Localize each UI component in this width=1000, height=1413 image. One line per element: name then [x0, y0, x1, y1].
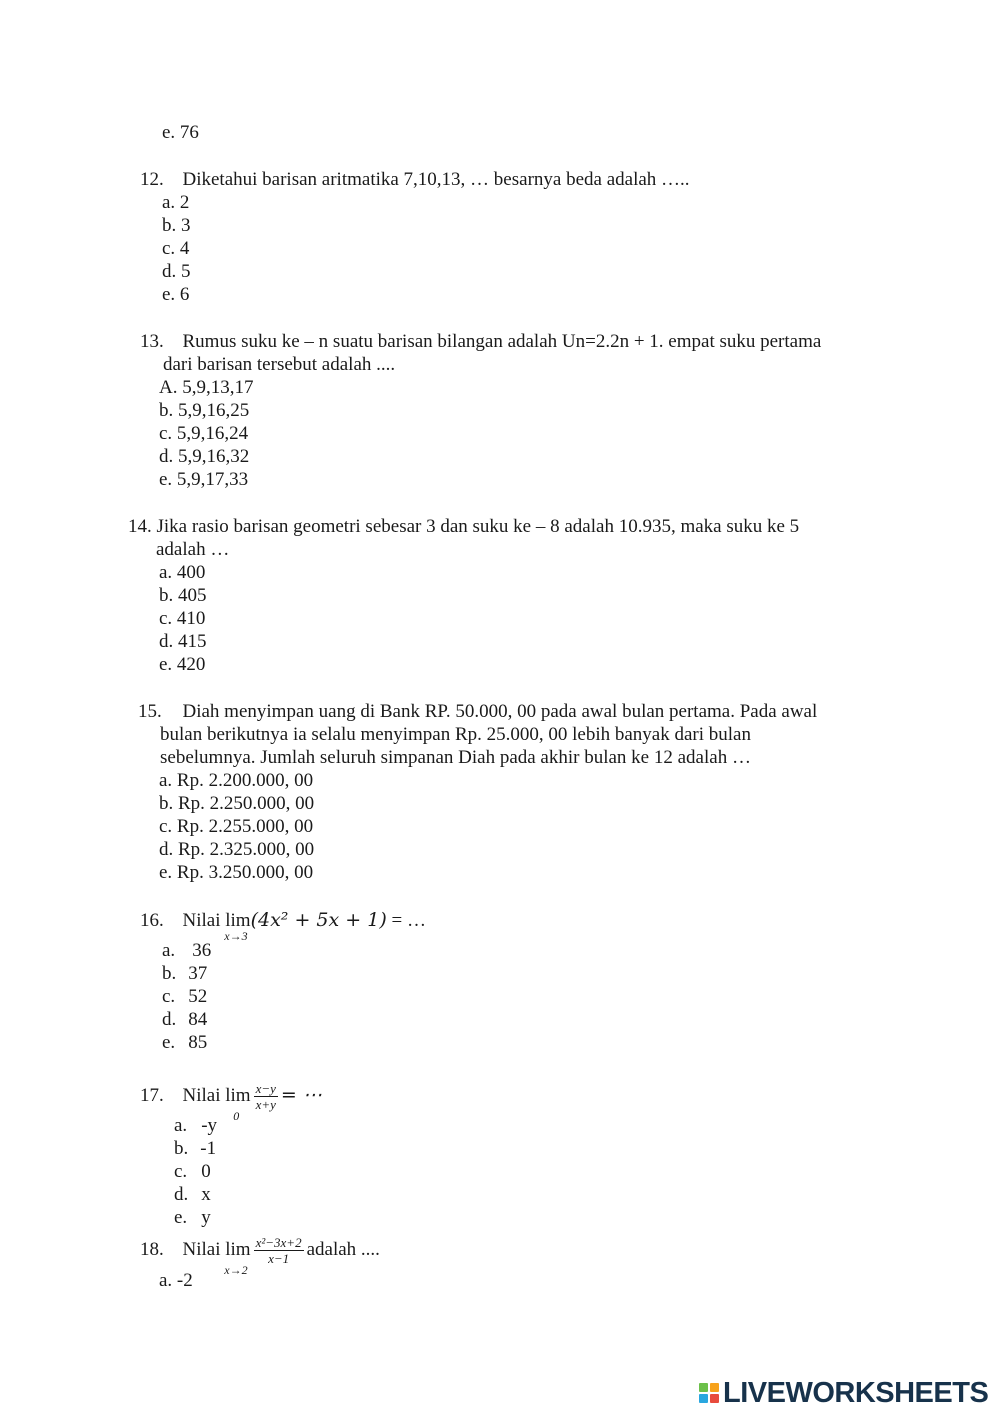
question-15-text-line2: bulan berikutnya ia selalu menyimpan Rp. 25.000, 00 lebih banyak dari bulan	[160, 724, 751, 745]
logo-square-blue	[699, 1394, 708, 1403]
option-value: x	[201, 1184, 211, 1205]
question-17-option-c[interactable]	[174, 1161, 211, 1183]
question-16-expression: (4x² + 5x + 1)	[250, 909, 387, 931]
question-18-prefix: Nilai	[182, 1239, 221, 1260]
question-12-option-b[interactable]: b. 3	[162, 215, 191, 236]
question-12-option-c[interactable]: c. 4	[162, 238, 190, 259]
liveworksheets-logo-icon	[699, 1383, 719, 1403]
option-value: 37	[188, 963, 208, 984]
question-16-option-c[interactable]	[162, 986, 207, 1008]
question-12-option-d[interactable]: d. 5	[162, 261, 191, 282]
fraction-denominator: x+y	[255, 1097, 276, 1113]
question-18	[140, 1235, 380, 1277]
question-18-lim	[224, 1235, 251, 1277]
option-value: 84	[188, 1009, 208, 1030]
logo-square-green	[699, 1383, 708, 1392]
question-13-number: 13.	[140, 331, 164, 352]
question-15-option-e[interactable]: e. Rp. 3.250.000, 00	[159, 862, 314, 883]
option-letter: c.	[174, 1161, 188, 1182]
question-17-number: 17.	[140, 1085, 164, 1106]
question-15-option-c[interactable]: c. Rp. 2.255.000, 00	[159, 816, 314, 837]
option-value: -y	[201, 1115, 218, 1136]
question-12-text: Diketahui barisan aritmatika 7,10,13, … besarnya beda adalah …..	[182, 169, 690, 190]
question-18-number: 18.	[140, 1239, 164, 1260]
question-17-prefix: Nilai	[182, 1085, 221, 1106]
question-15-text-line1: Diah menyimpan uang di Bank RP. 50.000, 00 pada awal bulan pertama. Pada awal	[182, 701, 818, 722]
question-16-suffix: = …	[386, 910, 426, 931]
question-17-option-e[interactable]	[174, 1207, 211, 1229]
option-value: 0	[201, 1161, 211, 1182]
question-18-fraction	[254, 1235, 304, 1266]
question-14-text-line1: 14. Jika rasio barisan geometri sebesar 3 dan suku ke – 8 adalah 10.935, maka suku ke 5	[128, 516, 800, 537]
question-12-option-e[interactable]: e. 6	[162, 284, 190, 305]
option-value: 85	[188, 1032, 208, 1053]
question-16-option-d[interactable]	[162, 1009, 207, 1031]
question-18-lim-sub: x→2	[224, 1263, 248, 1277]
question-15-option-d[interactable]: d. Rp. 2.325.000, 00	[159, 839, 315, 860]
option-letter: a.	[174, 1115, 188, 1136]
option-letter: c.	[162, 986, 176, 1007]
question-13-option-d[interactable]: d. 5,9,16,32	[159, 446, 250, 467]
question-15-text-line3: sebelumnya. Jumlah seluruh simpanan Diah pada akhir bulan ke 12 adalah …	[160, 747, 751, 768]
question-16-lim-word: lim	[225, 910, 251, 931]
question-17-option-a[interactable]	[174, 1115, 217, 1137]
question-17-option-b[interactable]	[174, 1138, 216, 1160]
question-14-text-line2: adalah …	[156, 539, 230, 560]
question-12	[140, 169, 690, 191]
question-12-number: 12.	[140, 169, 164, 190]
question-17-lim-word: lim	[225, 1085, 251, 1106]
question-13-option-b[interactable]: b. 5,9,16,25	[159, 400, 250, 421]
q11-option-e: e. 76	[162, 122, 199, 143]
question-15-option-a[interactable]: a. Rp. 2.200.000, 00	[159, 770, 314, 791]
fraction-numerator: x−y	[255, 1081, 276, 1097]
question-17-lim-sub: 0	[233, 1109, 240, 1123]
question-16-lim	[224, 910, 251, 943]
option-value: 36	[192, 940, 212, 961]
question-14-option-e[interactable]: e. 420	[159, 654, 206, 675]
logo-square-orange	[710, 1383, 719, 1392]
question-16	[140, 909, 426, 943]
question-15-option-b[interactable]: b. Rp. 2.250.000, 00	[159, 793, 315, 814]
question-16-number: 16.	[140, 910, 164, 931]
question-17	[140, 1080, 322, 1123]
question-15	[138, 701, 817, 723]
question-18-option-a[interactable]: a. -2	[159, 1270, 193, 1291]
option-letter: b.	[174, 1138, 189, 1159]
question-16-prefix: Nilai	[182, 910, 221, 931]
question-17-suffix: = ⋯	[280, 1084, 322, 1106]
question-13-option-c[interactable]: c. 5,9,16,24	[159, 423, 249, 444]
option-value: 52	[188, 986, 208, 1007]
option-value: -1	[200, 1138, 217, 1159]
logo-square-red	[710, 1394, 719, 1403]
question-13-text-line2: dari barisan tersebut adalah ....	[163, 354, 396, 375]
question-17-option-d[interactable]	[174, 1184, 211, 1206]
question-18-suffix: adalah ....	[306, 1239, 380, 1260]
question-13	[140, 331, 821, 353]
liveworksheets-logo	[699, 1378, 988, 1408]
question-12-option-a[interactable]: a. 2	[162, 192, 190, 213]
question-15-number: 15.	[138, 701, 162, 722]
option-letter: a.	[162, 940, 176, 961]
question-16-option-e[interactable]	[162, 1032, 207, 1054]
question-17-lim	[225, 1081, 251, 1123]
question-17-fraction	[254, 1081, 278, 1112]
fraction-numerator: x²−3x+2	[255, 1235, 302, 1251]
option-letter: e.	[162, 1032, 176, 1053]
option-letter: d.	[174, 1184, 189, 1205]
question-16-lim-sub: x→3	[224, 929, 248, 943]
question-16-option-b[interactable]	[162, 963, 207, 985]
option-letter: b.	[162, 963, 177, 984]
question-14-option-a[interactable]: a. 400	[159, 562, 206, 583]
question-14-option-c[interactable]: c. 410	[159, 608, 206, 629]
fraction-denominator: x−1	[268, 1251, 290, 1267]
option-letter: e.	[174, 1207, 188, 1228]
question-16-option-a[interactable]	[162, 940, 211, 962]
liveworksheets-logo-text: LIVEWORKSHEETS	[723, 1376, 989, 1409]
question-13-text-line1: Rumus suku ke – n suatu barisan bilangan adalah Un=2.2n + 1. empat suku pertama	[182, 331, 822, 352]
question-13-option-e[interactable]: e. 5,9,17,33	[159, 469, 249, 490]
question-14-option-b[interactable]: b. 405	[159, 585, 207, 606]
question-13-option-a[interactable]: A. 5,9,13,17	[159, 377, 254, 398]
option-value: y	[201, 1207, 211, 1228]
option-letter: d.	[162, 1009, 177, 1030]
question-18-lim-word: lim	[225, 1239, 251, 1260]
question-14-option-d[interactable]: d. 415	[159, 631, 207, 652]
